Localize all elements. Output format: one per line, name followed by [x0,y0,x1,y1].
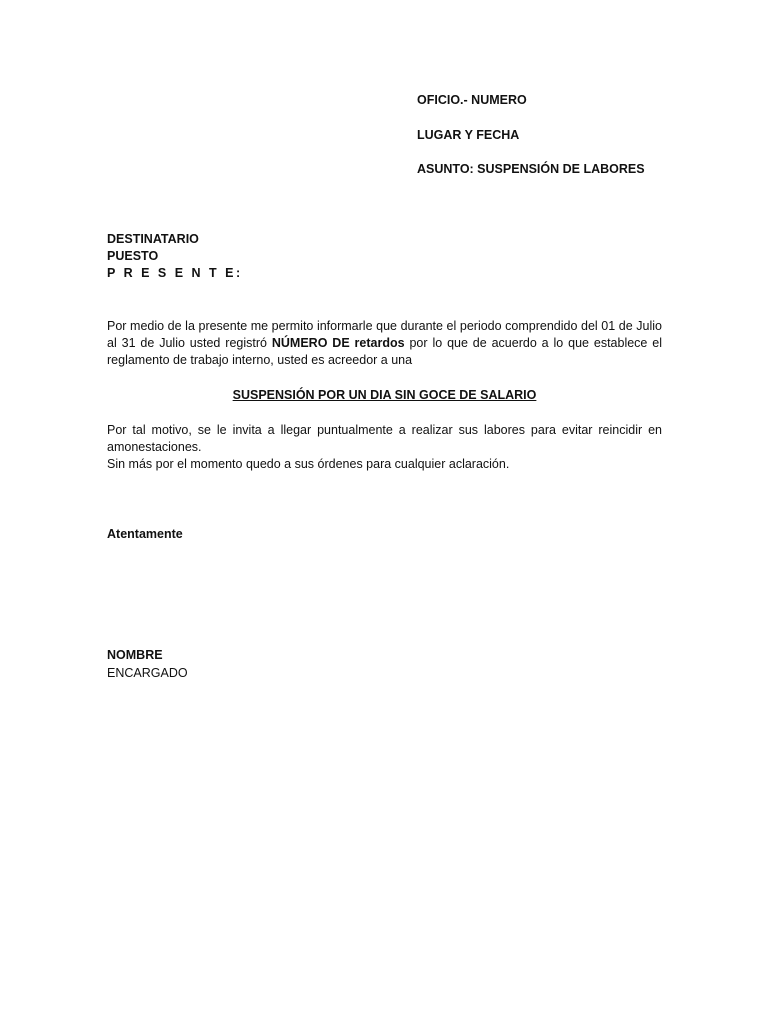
signer-name: NOMBRE [107,648,163,662]
place-and-date: LUGAR Y FECHA [417,128,520,142]
atentamente-label: Atentamente [107,527,183,541]
subject-line: ASUNTO: SUSPENSIÓN DE LABORES [417,162,645,176]
closing-line: Sin más por el momento quedo a sus órdenes para cualquier aclaración. [107,457,510,471]
invitation-paragraph [107,422,662,473]
suspension-title: SUSPENSIÓN POR UN DIA SIN GOCE DE SALARIO [232,388,537,402]
intro-text-part1: Por medio de la presente me permito informarle que durante el periodo comprendido del 01 de Julio al 31 de Julio usted registró [107,319,662,350]
invitation-text: Por tal motivo, se le invita a llegar puntualmente a realizar sus labores para evitar reincidir en amonestaciones. [107,423,662,454]
recipient-position: PUESTO [107,249,159,263]
intro-text-part2: por lo que de acuerdo a lo que establece el reglamento de trabajo interno, usted es acreedor a una [107,336,663,367]
signer-role: ENCARGADO [107,666,188,680]
oficio-number: OFICIO.- NUMERO [417,93,527,107]
intro-paragraph [107,318,662,369]
presente-label: P R E S E N T E: [107,266,243,280]
recipient-name: DESTINATARIO [107,232,199,246]
suspension-title-container [107,387,662,404]
intro-text-bold: NÚMERO DE retardos [271,336,405,350]
